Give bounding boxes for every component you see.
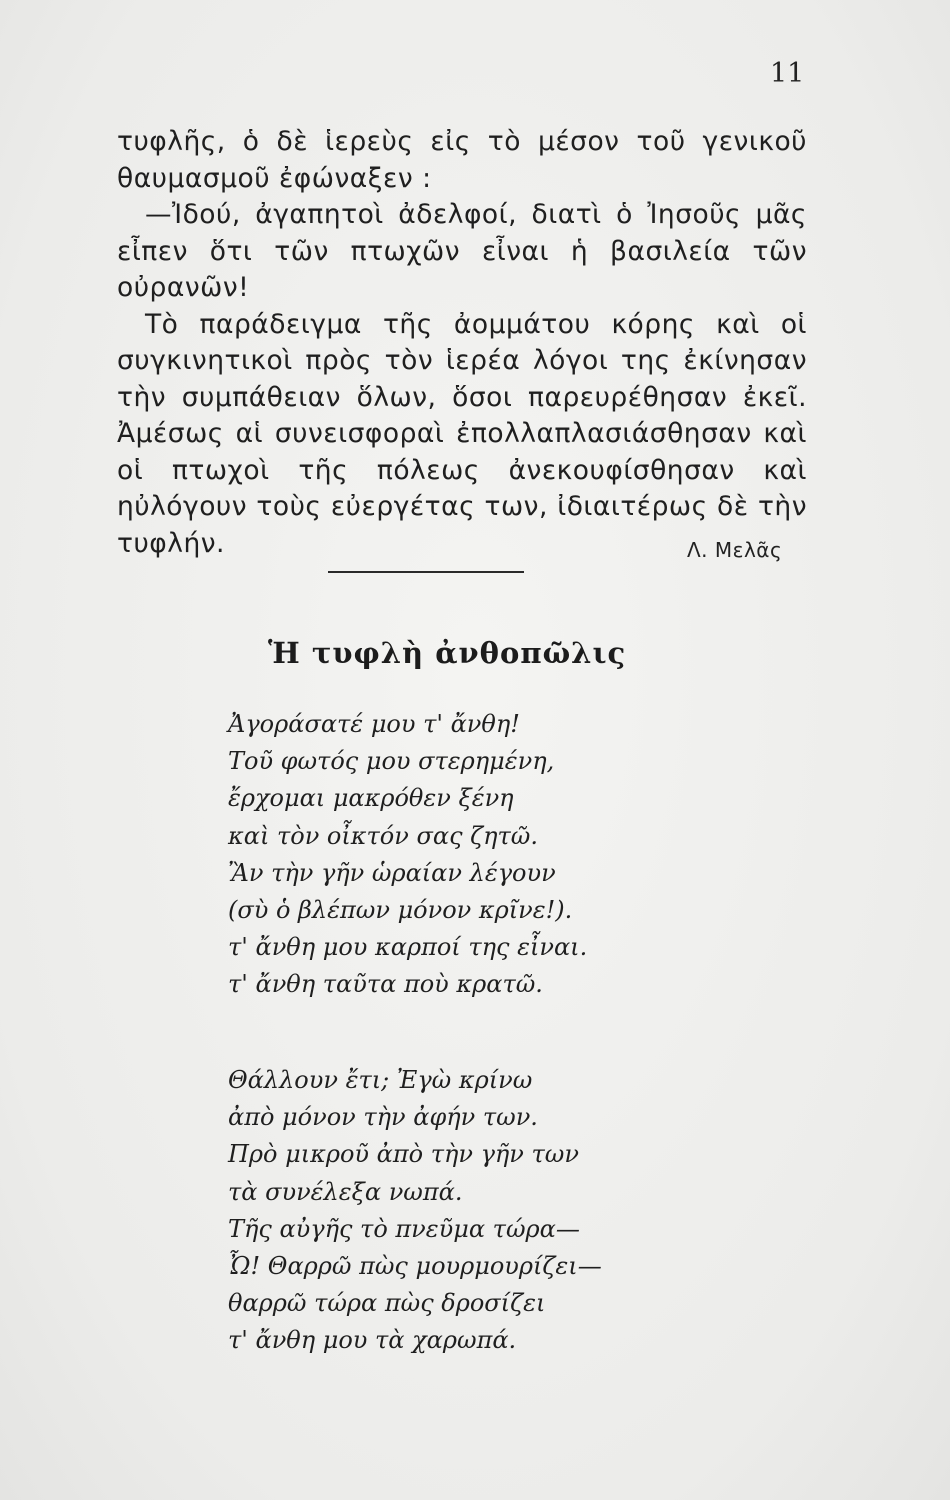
prose-text bbox=[117, 124, 807, 562]
poem-line: Πρὸ μικροῦ ἀπὸ τὴν γῆν των bbox=[228, 1140, 579, 1169]
poem-line: τ' ἄνθη μου τὰ χαρωπά. bbox=[228, 1326, 517, 1355]
poem-line: Τοῦ φωτός μου στερημένη, bbox=[228, 747, 555, 776]
author-signature: Λ. Μελᾶς bbox=[687, 538, 783, 562]
poem-line: ἀπὸ μόνον τὴν ἀφήν των. bbox=[228, 1103, 538, 1132]
poem-line: Ἀγοράσατέ μου τ' ἄνθη! bbox=[228, 710, 520, 738]
poem-line: θαρρῶ τώρα πὼς δροσίζει bbox=[228, 1289, 546, 1318]
poem-line: Τῆς αὐγῆς τὸ πνεῦμα τώρα— bbox=[228, 1214, 580, 1243]
poem-line: ἔρχομαι μακρόθεν ξένη bbox=[228, 784, 514, 813]
poem-line: Ὦ! Θαρρῶ πὼς μουρμουρίζει— bbox=[228, 1252, 602, 1281]
prose-paragraph-1: τυφλῆς, ὁ δὲ ἱερεὺς εἰς τὸ μέσον τοῦ γενικοῦ θαυμασμοῦ ἐφώναξεν : bbox=[117, 126, 807, 194]
section-divider bbox=[328, 571, 524, 573]
prose-paragraph-2: —Ἰδού, ἀγαπητοὶ ἀδελφοί, διατὶ ὁ Ἰησοῦς μᾶς εἶπεν ὅτι τῶν πτωχῶν εἶναι ἡ βασιλεία τῶν οὐρανῶν! bbox=[117, 199, 807, 303]
poem-stanza-1 bbox=[228, 706, 788, 1004]
poem-line: τ' ἄνθη ταῦτα ποὺ κρατῶ. bbox=[228, 970, 543, 999]
poem-stanza-2 bbox=[228, 1062, 788, 1360]
poem-title: Ἡ τυφλὴ ἀνθοπῶλις bbox=[268, 636, 627, 670]
poem-line: καὶ τὸν οἶκτόν σας ζητῶ. bbox=[228, 821, 538, 850]
poem-line: τ' ἄνθη μου καρποί της εἶναι. bbox=[228, 933, 588, 962]
poem-line: τὰ συνέλεξα νωπά. bbox=[228, 1177, 463, 1206]
poem-line: (σὺ ὁ βλέπων μόνον κρῖνε!). bbox=[228, 896, 573, 925]
page-number: 11 bbox=[770, 58, 805, 89]
prose-paragraph-3: Τὸ παράδειγμα τῆς ἀομμάτου κόρης καὶ οἱ συγκινητικοὶ πρὸς τὸν ἱερέα λόγοι της ἐκίνησαν τὴν συμπάθειαν ὅλων, ὅσοι παρευρέθησαν ἐκεῖ. Ἀμέσως αἱ συνεισφοραὶ ἐπολλαπλασιάσθησαν καὶ οἱ πτωχοὶ τῆς πόλεως ἀνεκουφίσθησαν καὶ ηὐλόγουν τοὺς εὐεργέτας των, ἰδιαιτέρως δὲ τὴν τυφλήν. bbox=[117, 308, 807, 559]
poem-line: Ἂν τὴν γῆν ὡραίαν λέγουν bbox=[228, 858, 556, 887]
poem-line: Θάλλουν ἔτι; Ἐγὼ κρίνω bbox=[228, 1066, 533, 1094]
